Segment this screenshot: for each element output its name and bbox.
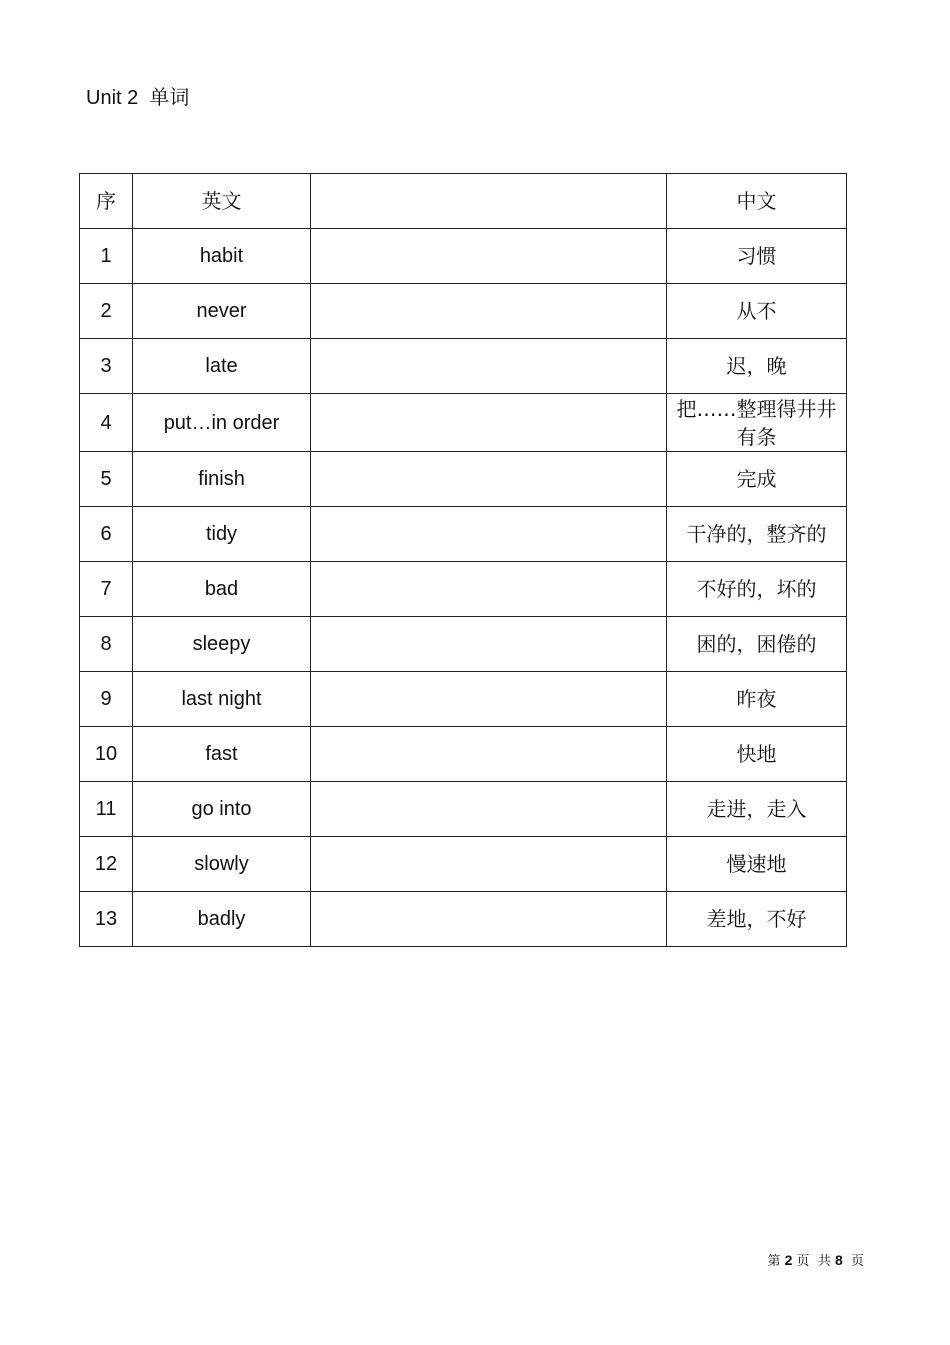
table-row [80, 452, 847, 507]
cell-no: 10 [80, 727, 133, 782]
header-chinese: 中文 [667, 174, 847, 229]
footer-current-page: 2 [784, 1252, 793, 1268]
cell-chinese: 差地，不好 [667, 892, 847, 947]
cell-english: go into [133, 782, 311, 837]
cell-english: finish [133, 452, 311, 507]
header-english: 英文 [133, 174, 311, 229]
table-row [80, 837, 847, 892]
table-row [80, 892, 847, 947]
cell-blank [311, 672, 667, 727]
cell-english: last night [133, 672, 311, 727]
vocabulary-table [79, 173, 847, 947]
cell-blank [311, 562, 667, 617]
cell-no: 13 [80, 892, 133, 947]
table-row [80, 562, 847, 617]
cell-english: put…in order [133, 394, 311, 452]
cell-no: 12 [80, 837, 133, 892]
cell-english: tidy [133, 507, 311, 562]
table-header-row [80, 174, 847, 229]
table-row [80, 727, 847, 782]
cell-chinese: 干净的，整齐的 [667, 507, 847, 562]
cell-blank [311, 782, 667, 837]
cell-no: 3 [80, 339, 133, 394]
table-row [80, 507, 847, 562]
cell-chinese: 慢速地 [667, 837, 847, 892]
cell-no: 1 [80, 229, 133, 284]
table-row [80, 229, 847, 284]
cell-blank [311, 507, 667, 562]
cell-chinese: 困的，困倦的 [667, 617, 847, 672]
footer-suffix: 页 [842, 1254, 864, 1269]
page-footer [767, 1251, 864, 1271]
cell-blank [311, 892, 667, 947]
table-row [80, 339, 847, 394]
cell-no: 6 [80, 507, 133, 562]
table-row [80, 394, 847, 452]
cell-blank [311, 284, 667, 339]
cell-no: 4 [80, 394, 133, 452]
cell-english: never [133, 284, 311, 339]
header-no: 序 [80, 174, 133, 229]
cell-english: late [133, 339, 311, 394]
cell-blank [311, 229, 667, 284]
cell-chinese: 习惯 [667, 229, 847, 284]
table-row [80, 617, 847, 672]
cell-chinese: 把……整理得井井有条 [667, 394, 847, 452]
page-title: Unit 2 单词 [86, 87, 190, 109]
footer-middle: 页 共 [792, 1254, 835, 1269]
cell-english: slowly [133, 837, 311, 892]
cell-chinese: 完成 [667, 452, 847, 507]
cell-blank [311, 727, 667, 782]
cell-english: bad [133, 562, 311, 617]
cell-chinese: 走进，走入 [667, 782, 847, 837]
cell-chinese: 快地 [667, 727, 847, 782]
cell-chinese: 昨夜 [667, 672, 847, 727]
cell-no: 2 [80, 284, 133, 339]
cell-english: fast [133, 727, 311, 782]
cell-english: sleepy [133, 617, 311, 672]
table-row [80, 284, 847, 339]
cell-no: 11 [80, 782, 133, 837]
cell-no: 9 [80, 672, 133, 727]
footer-total-pages: 8 [834, 1252, 843, 1268]
cell-blank [311, 617, 667, 672]
header-blank [311, 174, 667, 229]
cell-chinese: 不好的，坏的 [667, 562, 847, 617]
cell-blank [311, 394, 667, 452]
cell-blank [311, 452, 667, 507]
cell-no: 5 [80, 452, 133, 507]
cell-blank [311, 837, 667, 892]
cell-english: habit [133, 229, 311, 284]
cell-blank [311, 339, 667, 394]
cell-english: badly [133, 892, 311, 947]
cell-chinese: 从不 [667, 284, 847, 339]
cell-no: 8 [80, 617, 133, 672]
table-row [80, 672, 847, 727]
cell-chinese: 迟，晚 [667, 339, 847, 394]
table-row [80, 782, 847, 837]
cell-no: 7 [80, 562, 133, 617]
footer-prefix: 第 [767, 1254, 785, 1269]
